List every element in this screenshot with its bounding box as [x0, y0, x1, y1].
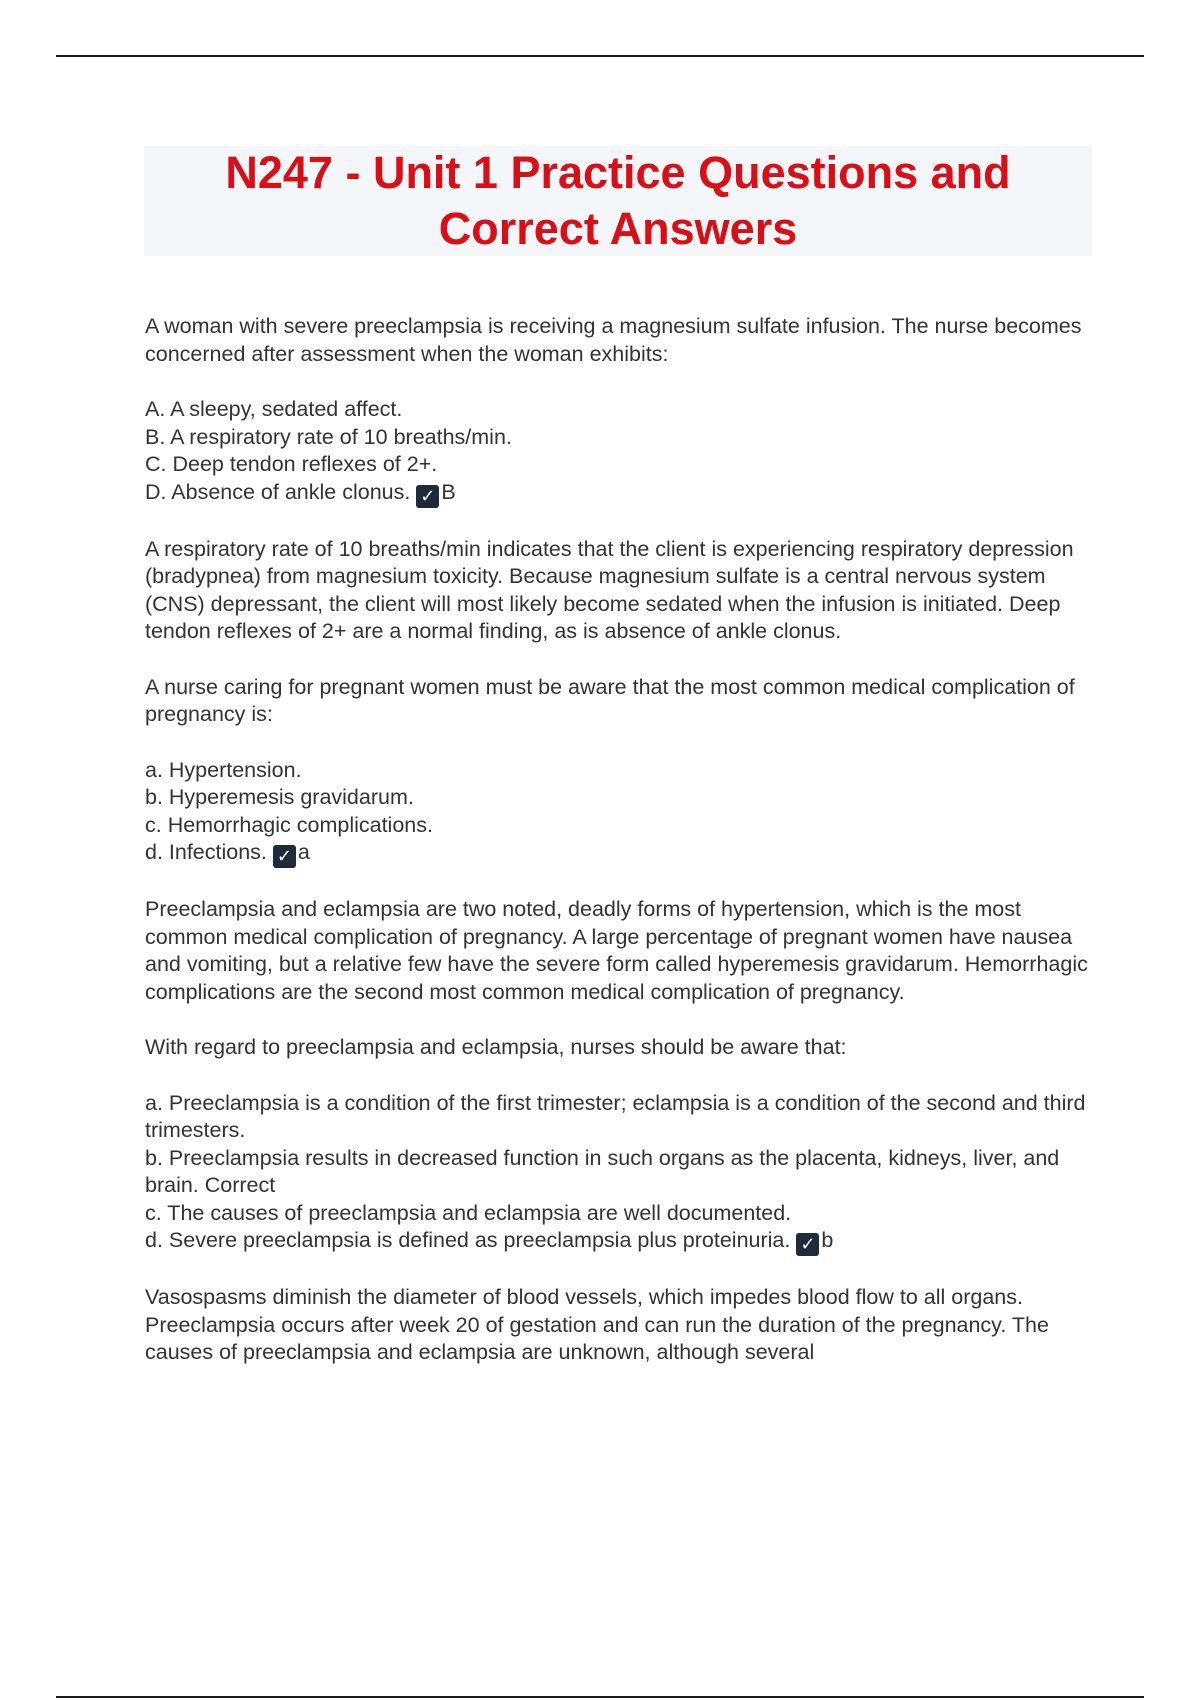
question-3-option-c: c. The causes of preeclampsia and eclampsia are well documented.	[145, 1200, 792, 1225]
question-2-option-d	[145, 839, 1090, 868]
question-1-option-b: B. A respiratory rate of 10 breaths/min.	[145, 424, 512, 449]
bottom-rule	[56, 1696, 1144, 1698]
question-1-option-d	[145, 479, 1090, 508]
question-2-answer: a	[297, 840, 310, 864]
question-3-stem: With regard to preeclampsia and eclampsia, nurses should be aware that:	[145, 1035, 847, 1059]
question-2-option-c: c. Hemorrhagic complications.	[145, 812, 433, 837]
question-2-options	[145, 757, 1090, 869]
question-1-rationale: A respiratory rate of 10 breaths/min indicates that the client is experiencing respiratory depression (bradypnea) from magnesium toxicity. Because magnesium sulfate is a central nervous system (CNS) depressant, the client will most likely become sedated when the infusion is initiated. Deep tendon reflexes of 2+ are a normal finding, as is absence of ankle clonus.	[145, 536, 1074, 643]
check-icon: ✓	[416, 485, 439, 508]
question-3-option-d	[145, 1227, 1090, 1256]
question-1-stem: A woman with severe preeclampsia is receiving a magnesium sulfate infusion. The nurse becomes concerned after assessment when the woman exhibits:	[145, 314, 1082, 366]
question-2-option-d-text: d. Infections.	[145, 840, 267, 864]
question-2-stem: A nurse caring for pregnant women must be aware that the most common medical complication of pregnancy is:	[145, 674, 1075, 726]
document-body	[145, 313, 1090, 1367]
question-3-options	[145, 1090, 1090, 1257]
document-title: N247 - Unit 1 Practice Questions and Correct Answers	[225, 147, 1011, 254]
question-1-option-d-text: D. Absence of ankle clonus.	[145, 479, 411, 504]
title-banner	[144, 146, 1092, 256]
question-1-options	[145, 396, 1090, 508]
question-3-option-b: b. Preeclampsia results in decreased function in such organs as the placenta, kidneys, liver, and brain. Correct	[145, 1145, 1060, 1197]
question-2-rationale: Preeclampsia and eclampsia are two noted, deadly forms of hypertension, which is the most common medical complication of pregnancy. A large percentage of pregnant women have nausea and vomiting, but a relative few have the severe form called hyperemesis gravidarum. Hemorrhagic complications are the second most common medical complication of pregnancy.	[145, 897, 1088, 1004]
question-3-option-d-text: d. Severe preeclampsia is defined as preeclampsia plus proteinuria.	[145, 1228, 791, 1252]
question-2-option-a: a. Hypertension.	[145, 757, 302, 782]
check-icon: ✓	[796, 1233, 819, 1256]
question-3-option-a: a. Preeclampsia is a condition of the first trimester; eclampsia is a condition of the second and third trimesters.	[145, 1090, 1086, 1142]
question-2-option-b: b. Hyperemesis gravidarum.	[145, 785, 414, 809]
question-1-option-c: C. Deep tendon reflexes of 2+.	[145, 452, 438, 476]
question-3-answer: b	[821, 1228, 834, 1252]
question-1-option-a: A. A sleepy, sedated affect.	[145, 397, 403, 421]
question-1-answer: B	[441, 479, 456, 504]
check-icon: ✓	[273, 845, 296, 868]
top-rule	[56, 55, 1144, 57]
question-3-rationale: Vasospasms diminish the diameter of blood vessels, which impedes blood flow to all organs. Preeclampsia occurs after week 20 of gestation and can run the duration of the pregnancy. The causes of preeclampsia and eclampsia are unknown, although several	[145, 1285, 1049, 1364]
